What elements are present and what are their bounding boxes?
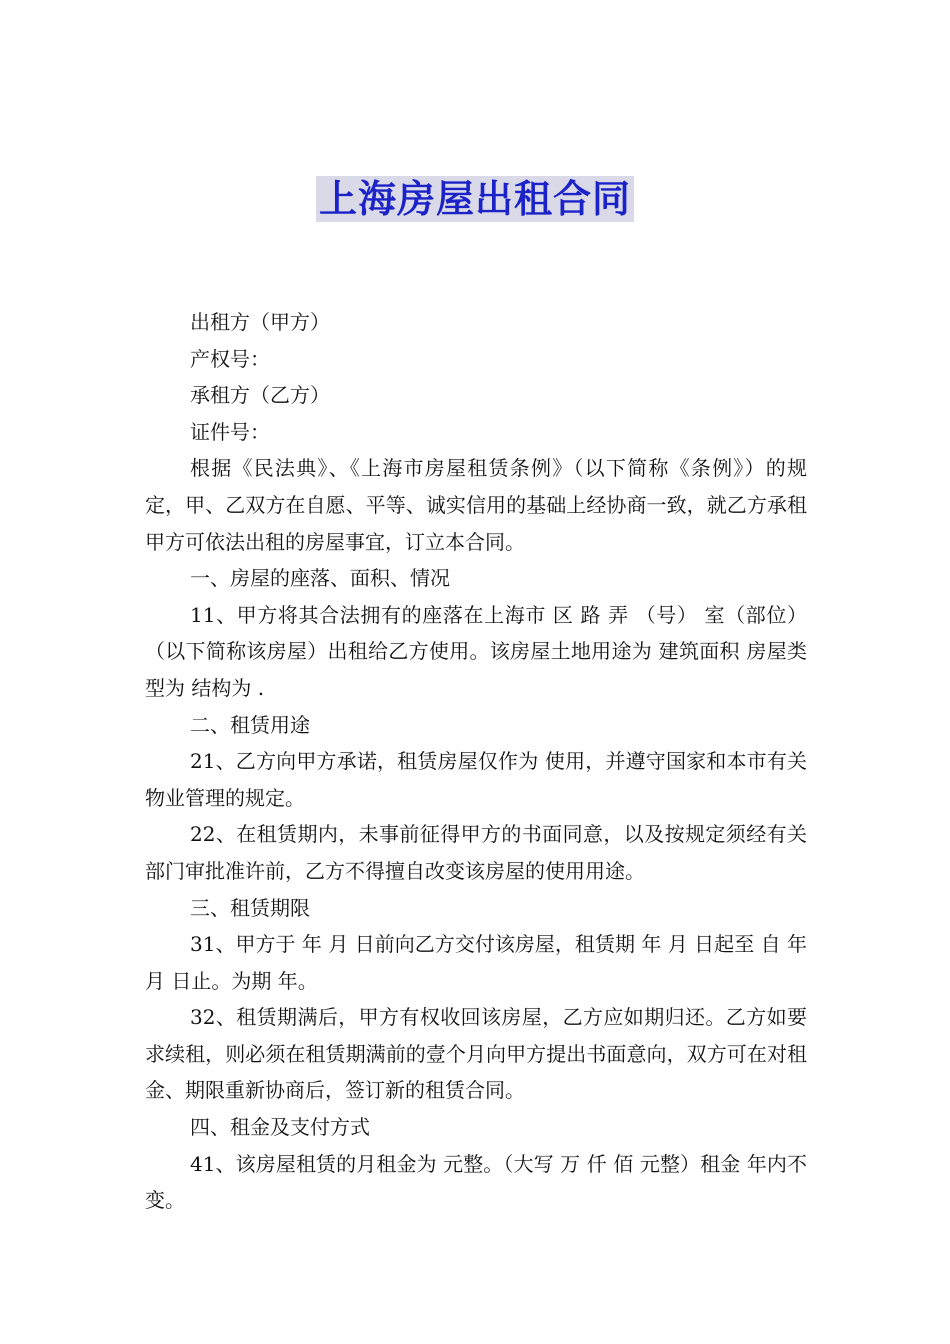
clause-2-2: 22、在租赁期内，未事前征得甲方的书面同意，以及按规定须经有关部门审批准许前，乙方不得擅自改变该房屋的使用用途。: [145, 822, 807, 883]
paragraph-preamble: 根据《民法典》、《上海市房屋租赁条例》（以下简称《条例》）的规定，甲、乙双方在自愿、平等、诚实信用的基础上经协商一致，就乙方承租甲方可依法出租的房屋事宜，订立本合同。: [145, 456, 807, 554]
paragraph-id-number: 证件号：: [190, 419, 270, 444]
document-title: 上海房屋出租合同: [316, 176, 634, 222]
paragraph-lessee: 承租方（乙方）: [190, 383, 330, 408]
section-heading-4: 四、租金及支付方式: [190, 1115, 370, 1140]
clause-3-2: 32、租赁期满后，甲方有权收回该房屋，乙方应如期归还。乙方如要求续租，则必须在租赁期满前的壹个月向甲方提出书面意向，双方可在对租金、期限重新协商后，签订新的租赁合同。: [145, 1005, 807, 1103]
clause-1-1: 11、甲方将其合法拥有的座落在上海市 区 路 弄 （号） 室（部位）（以下简称该房屋）出租给乙方使用。该房屋土地用途为 建筑面积 房屋类型为 结构为 .: [145, 602, 807, 700]
section-heading-2: 二、租赁用途: [190, 712, 310, 737]
section-heading-1: 一、房屋的座落、面积、情况: [190, 566, 450, 591]
clause-2-1: 21、乙方向甲方承诺，租赁房屋仅作为 使用，并遵守国家和本市有关物业管理的规定。: [145, 749, 807, 810]
clause-3-1: 31、甲方于 年 月 日前向乙方交付该房屋，租赁期 年 月 日起至 自 年 月 日止。为期 年。: [145, 932, 807, 993]
clause-4-1: 41、该房屋租赁的月租金为 元整。（大写 万 仟 佰 元整）租金 年内不变。: [145, 1151, 807, 1213]
section-heading-3: 三、租赁期限: [190, 895, 310, 920]
title-container: [0, 176, 950, 222]
paragraph-property-number: 产权号：: [190, 346, 270, 371]
document-body: [145, 304, 807, 1219]
paragraph-lessor: 出租方（甲方）: [190, 310, 330, 334]
